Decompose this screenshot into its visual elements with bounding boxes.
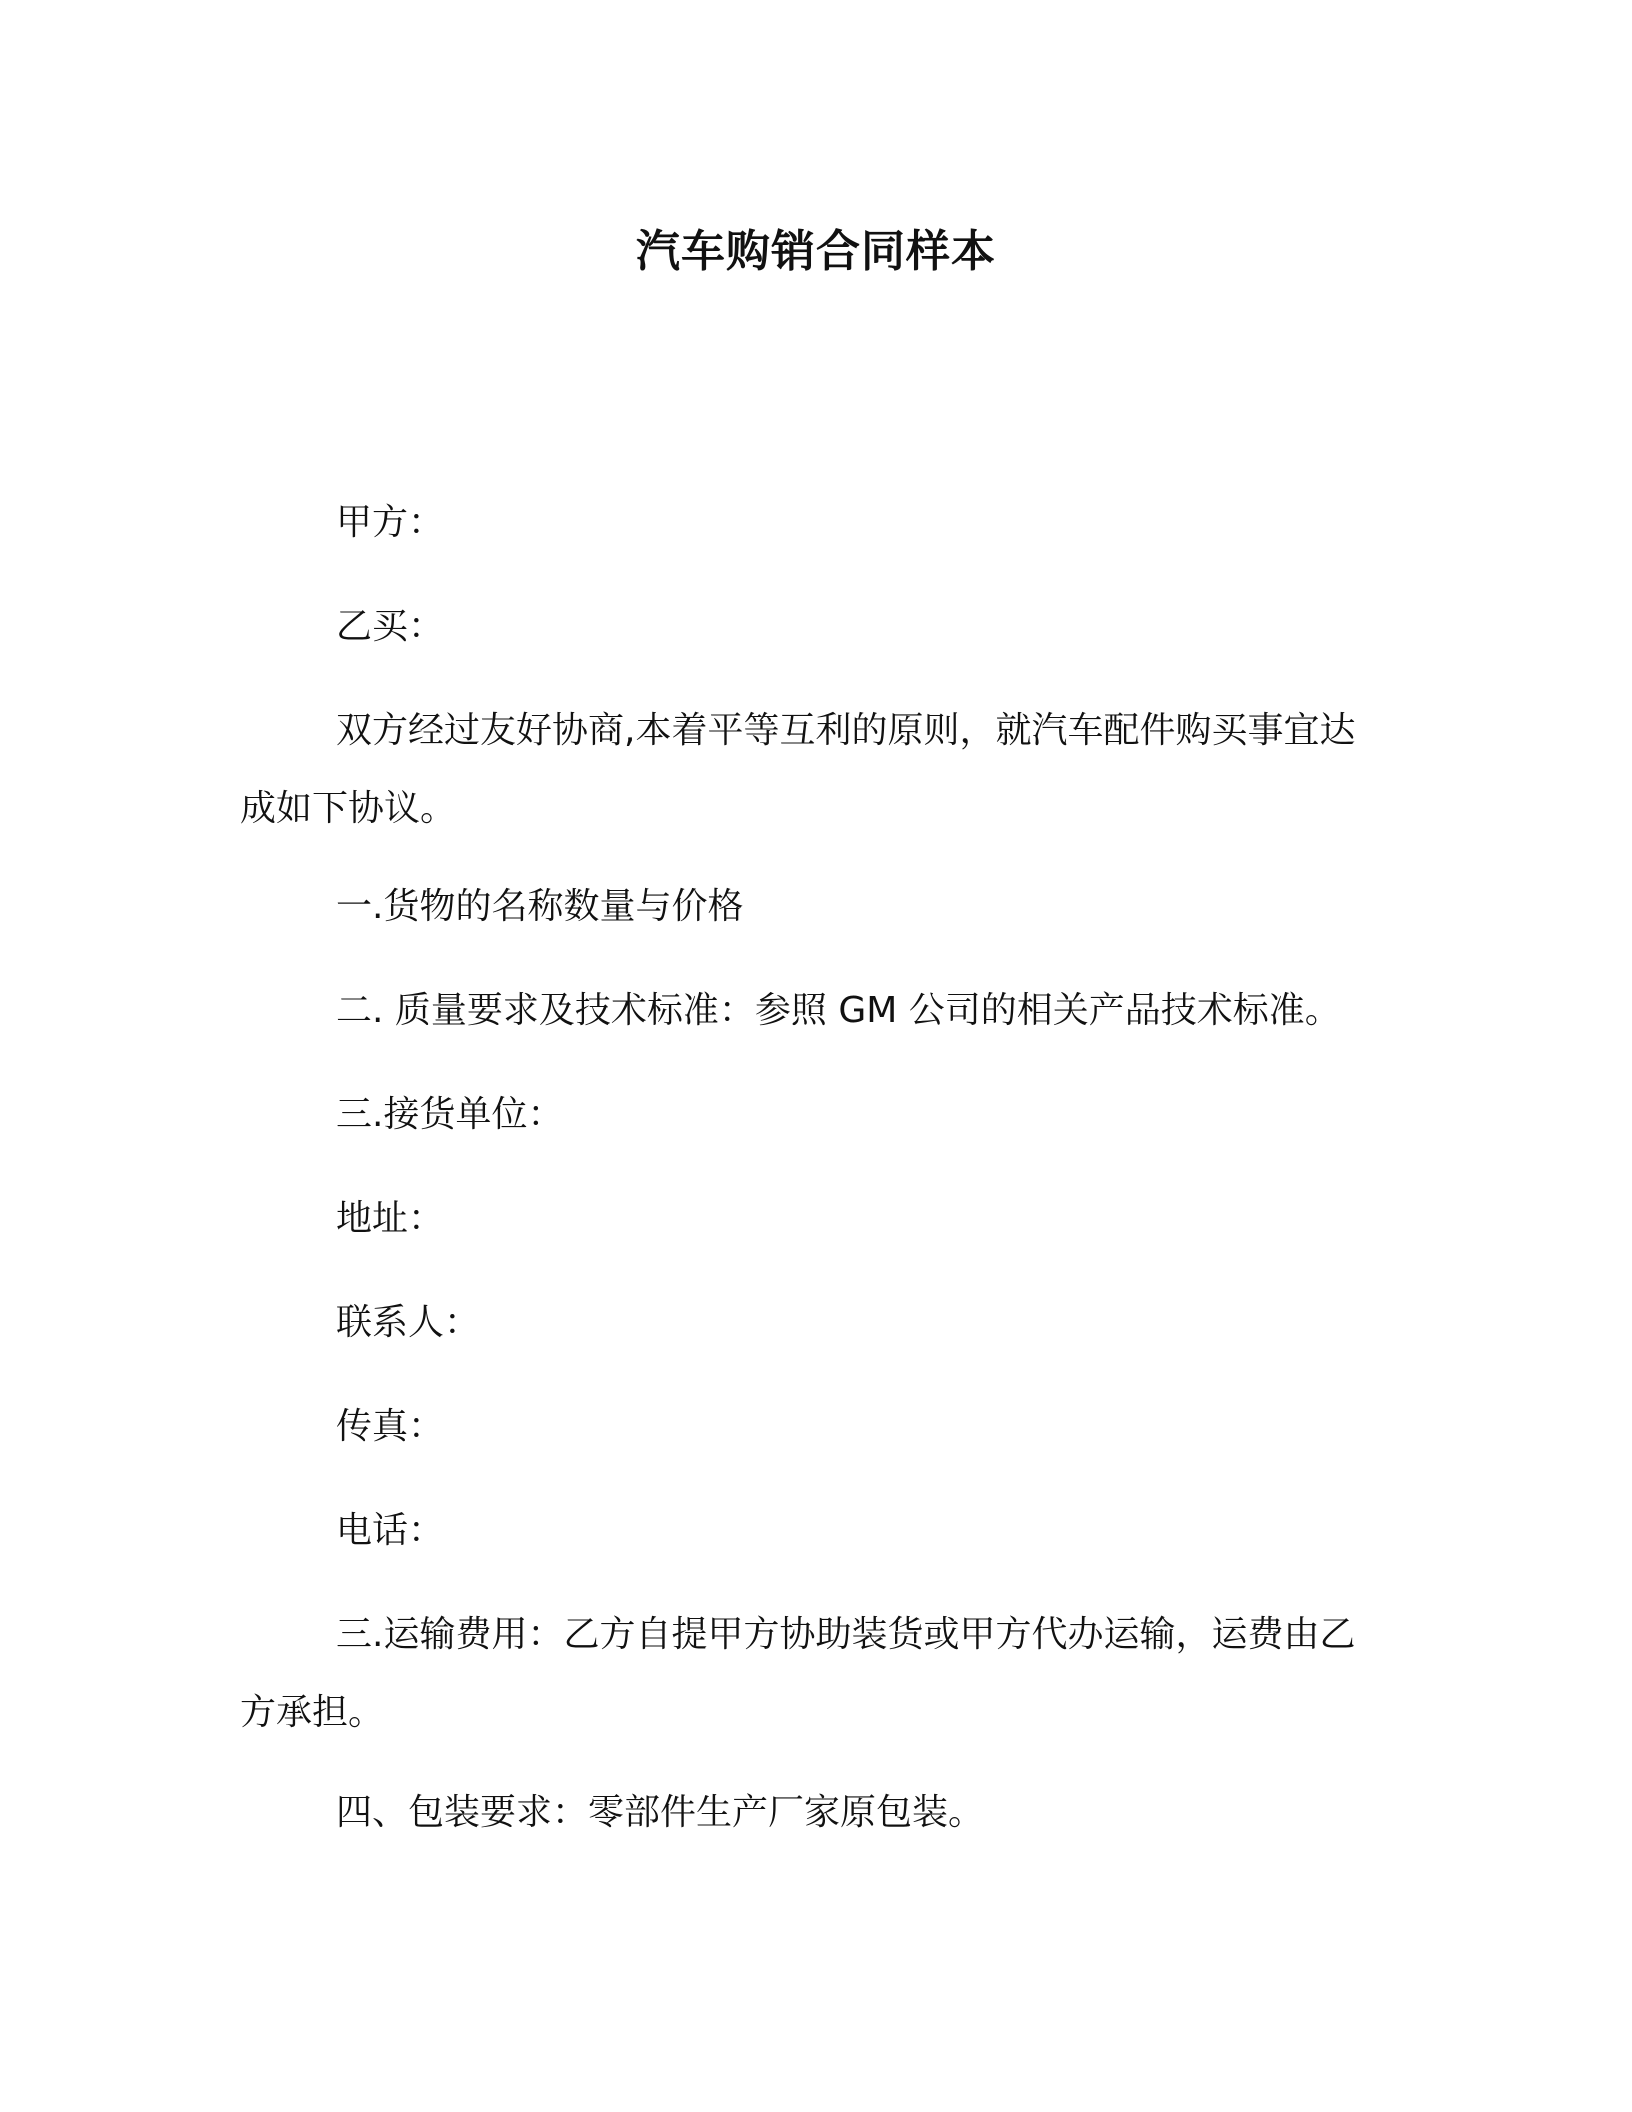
section-transport: 三.运输费用：乙方自提甲方协助装货或甲方代办运输，运费由乙方承担。: [240, 1614, 1356, 1733]
section-quality: 二. 质量要求及技术标准：参照 GM 公司的相关产品技术标准。: [336, 990, 1341, 1031]
intro-paragraph: 双方经过友好协商,本着平等互利的原则，就汽车配件购买事宜达成如下协议。: [240, 710, 1356, 829]
phone-label: 电话：: [336, 1510, 445, 1551]
address-label: 地址：: [336, 1198, 445, 1239]
document-title: 汽车购销合同样本: [636, 226, 996, 277]
contact-label: 联系人：: [336, 1302, 481, 1343]
party-a-label: 甲方：: [336, 502, 445, 543]
section-packaging: 四、包装要求：零部件生产厂家原包装。: [336, 1792, 985, 1833]
party-b-label: 乙买：: [336, 606, 445, 647]
section-receiver: 三.接货单位：: [336, 1094, 564, 1135]
fax-label: 传真：: [336, 1406, 445, 1447]
section-goods: 一.货物的名称数量与价格: [336, 886, 744, 927]
